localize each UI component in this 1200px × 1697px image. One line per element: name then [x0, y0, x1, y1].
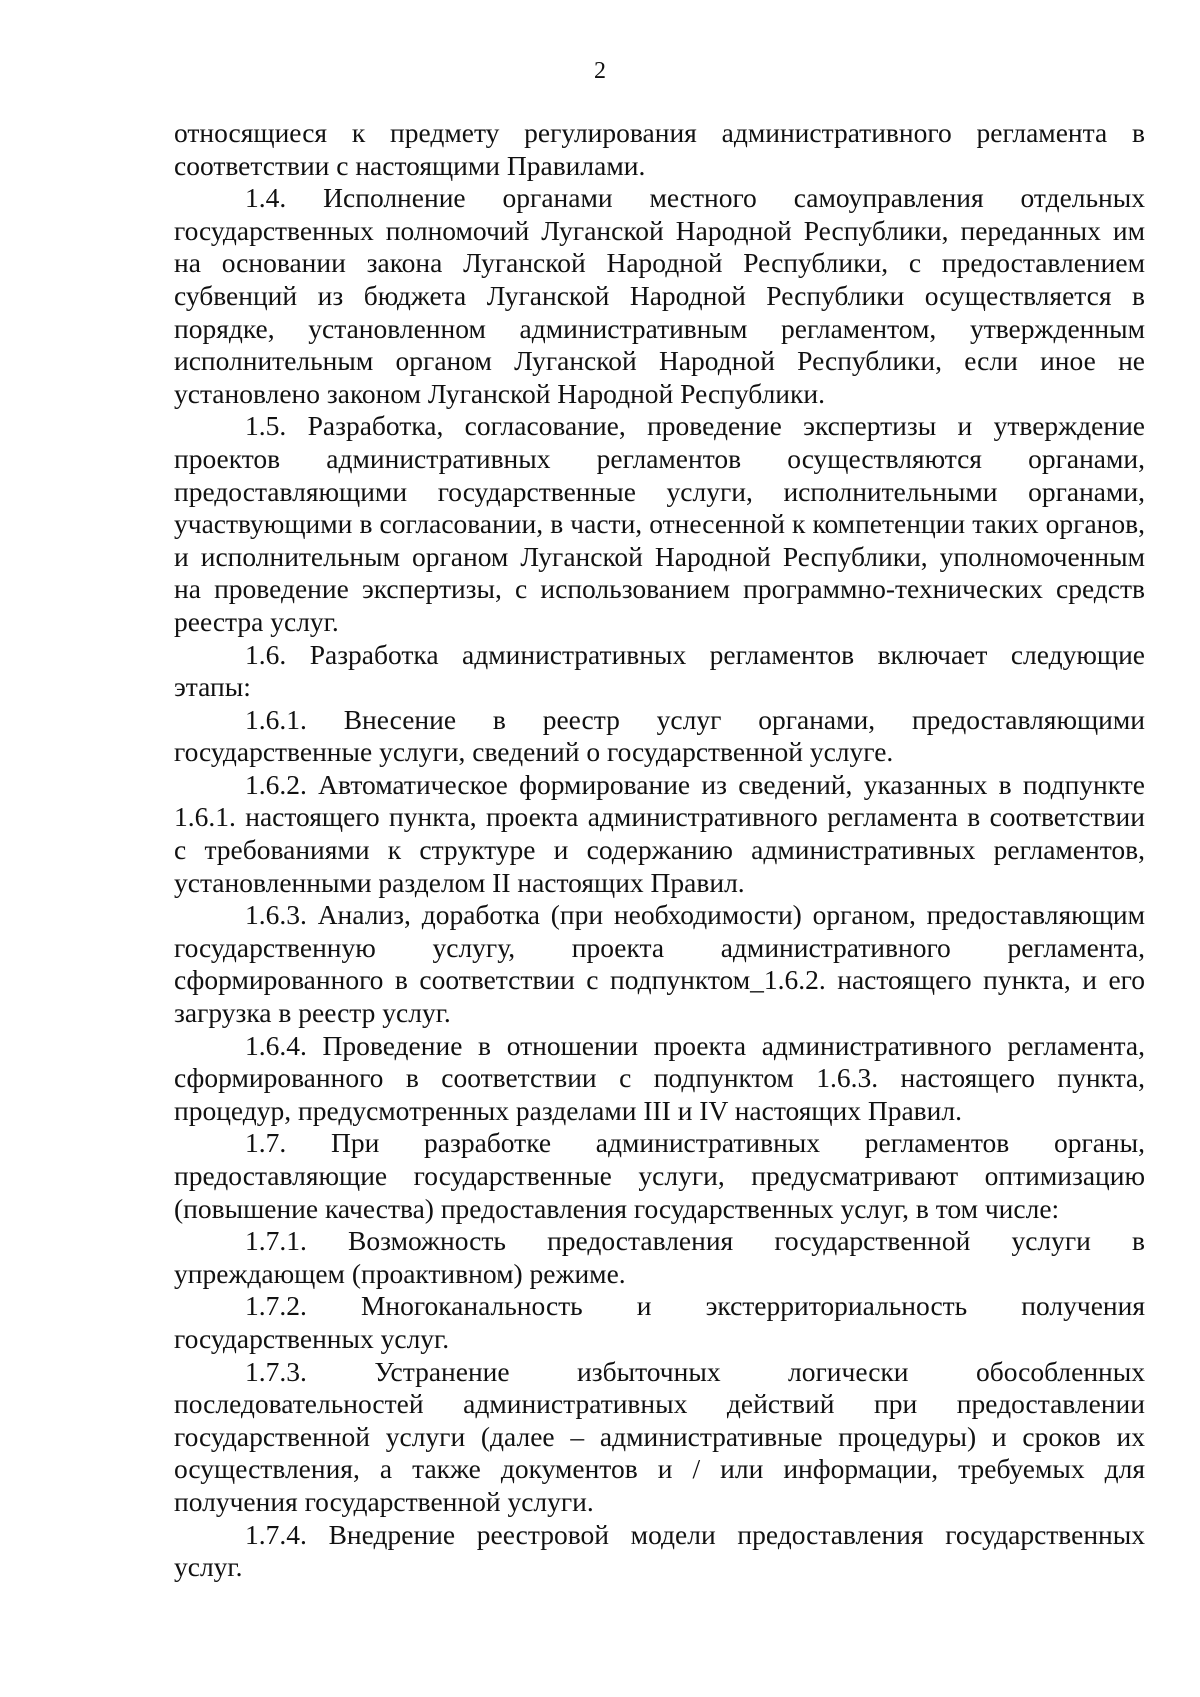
paragraph-1-6-4: 1.6.4. Проведение в отношении проекта административного регламента, сформированного в соответствии с подпунктом 1.6.3. настоящего пункта, процедур, предусмотренных разделами III и IV настоящих Правил. — [174, 1029, 1145, 1126]
page-number: 2 — [594, 58, 606, 84]
paragraph-1-7-3: 1.7.3. Устранение избыточных логически обособленных последовательностей административных действий при предоставлении государственной услуги (далее – административные процедуры) и сроков их осуществления, а также документов и / или информации, требуемых для получения государственной услуги. — [174, 1355, 1145, 1517]
document-body — [174, 117, 1145, 1584]
paragraph-1-6-1: 1.6.1. Внесение в реестр услуг органами, предоставляющими государственные услуги, сведений о государственной услуге. — [174, 703, 1145, 768]
paragraph-1-6-2: 1.6.2. Автоматическое формирование из сведений, указанных в подпункте 1.6.1. настоящего пункта, проекта административного регламента в соответствии с требованиями к структуре и содержанию административных регламентов, установленными разделом II настоящих Правил. — [174, 768, 1145, 898]
paragraph-1-5: 1.5. Разработка, согласование, проведение экспертизы и утверждение проектов административных регламентов осуществляются органами, предоставляющими государственные услуги, исполнительными органами, участвующими в согласовании, в части, отнесенной к компетенции таких органов, и исполнительным органом Луганской Народной Республики, уполномоченным на проведение экспертизы, с использованием программно-технических средств реестра услуг. — [174, 410, 1145, 637]
paragraph-1-4: 1.4. Исполнение органами местного самоуправления отдельных государственных полномочий Луганской Народной Республики, переданных им на основании закона Луганской Народной Республики, с предоставлением субвенций из бюджета Луганской Народной Республики осуществляется в порядке, установленном административным регламентом, утвержденным исполнительным органом Луганской Народной Республики, если иное не установлено законом Луганской Народной Республики. — [174, 182, 1145, 409]
paragraph-1-6: 1.6. Разработка административных регламентов включает следующие этапы: — [174, 638, 1145, 703]
paragraph-1-7-4: 1.7.4. Внедрение реестровой модели предоставления государственных услуг. — [174, 1518, 1145, 1583]
paragraph-1-6-3: 1.6.3. Анализ, доработка (при необходимости) органом, предоставляющим государственную услугу, проекта административного регламента, сформированного в соответствии с подпунктом_1.6.2. настоящего пункта, и его загрузка в реестр услуг. — [174, 899, 1145, 1029]
paragraph-1-7-2: 1.7.2. Многоканальность и экстерриториальность получения государственных услуг. — [174, 1290, 1145, 1354]
paragraph-1-7: 1.7. При разработке административных регламентов органы, предоставляющие государственные услуги, предусматривают оптимизацию (повышение качества) предоставления государственных услуг, в том числе: — [174, 1127, 1145, 1224]
paragraph-continuation: относящиеся к предмету регулирования административного регламента в соответствии с настоящими Правилами. — [174, 117, 1145, 181]
paragraph-1-7-1: 1.7.1. Возможность предоставления государственной услуги в упреждающем (проактивном) режиме. — [174, 1225, 1145, 1289]
